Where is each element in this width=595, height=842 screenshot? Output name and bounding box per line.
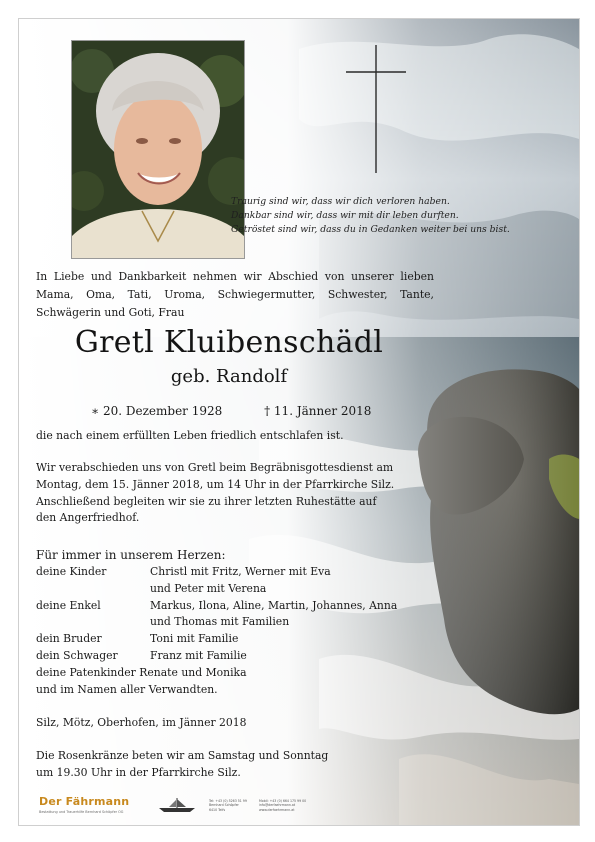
godchildren-line: deine Patenkinder Renate und Monika [36, 665, 247, 679]
service-line: Wir verabschieden uns von Gretl beim Begräbnisgottesdienst am [36, 461, 394, 474]
family-list [36, 564, 456, 698]
family-names: Toni mit Familie [150, 632, 239, 646]
contact-line: Bernhard Schöpfer [209, 803, 239, 808]
relatives-line: und im Namen aller Verwandten. [36, 682, 218, 696]
family-relation [36, 614, 150, 631]
family-names: und Thomas mit Familien [150, 615, 290, 629]
contact-line: Tel: +43 (0) 5263 51 99 [209, 799, 247, 803]
family-relation [36, 581, 150, 598]
place-date: Silz, Mötz, Oberhofen, im Jänner 2018 [36, 716, 247, 729]
heart-heading: Für immer in unserem Herzen: [36, 548, 226, 562]
passing-text: die nach einem erfüllten Leben friedlich entschlafen ist. [36, 429, 344, 442]
family-relation: deine Kinder [36, 565, 107, 578]
contact-line: www.derfaehrmann.at [259, 807, 295, 812]
parte-page [18, 18, 580, 826]
intro-text: In Liebe und Dankbarkeit nehmen wir Abschied von unserer lieben Mama, Oma, Tati, Uroma, Schwiegermutter, Schwester, Tante, Schwägerin und Goti, Frau [36, 270, 434, 319]
family-row [36, 648, 456, 665]
deceased-name: Gretl Kluibenschädl [74, 325, 384, 360]
poem-line: Traurig sind wir, dass wir dich verloren haben. [231, 196, 450, 207]
maiden-name: geb. Randolf [170, 366, 288, 387]
contact-line: 6410 Telfs [209, 807, 226, 812]
family-names: Christl mit Fritz, Werner mit Eva [150, 565, 331, 578]
family-names: Markus, Ilona, Aline, Martin, Johannes, Anna [150, 598, 398, 612]
family-relation: dein Schwager [36, 648, 118, 662]
contact-line: info@derfaehrmann.at [259, 803, 296, 808]
poem [231, 195, 561, 237]
ship-icon [157, 797, 197, 813]
contact-block-right [259, 799, 306, 812]
rosary-text [36, 748, 436, 782]
family-row [36, 598, 456, 615]
cross-icon [346, 45, 406, 173]
poem-line: Dankbar sind wir, dass wir mit dir leben durften. [231, 210, 459, 221]
family-relation: deine Enkel [36, 598, 101, 612]
faehrmann-logo: Der Fährmann [39, 795, 130, 808]
service-line: Montag, dem 15. Jänner 2018, um 14 Uhr in der Pfarrkirche Silz. [36, 477, 395, 491]
rosary-line: Die Rosenkränze beten wir am Samstag und Sonntag [36, 749, 329, 762]
logo-subtitle: Bestattung und Trauerhilfe Bernhard Schöpfer OG [39, 810, 124, 814]
poem-line: Getröstet sind wir, dass du in Gedanken weiter bei uns bist. [231, 224, 510, 235]
family-row [36, 564, 456, 581]
contact-line: Mobil: +43 (0) 664 175 99 00 [259, 799, 307, 803]
rosary-line: um 19.30 Uhr in der Pfarrkirche Silz. [36, 765, 241, 779]
family-row [36, 581, 456, 598]
death-date: † 11. Jänner 2018 [264, 404, 372, 418]
contact-block-left [209, 799, 247, 812]
family-names: Franz mit Familie [150, 648, 247, 662]
portrait-photo [71, 40, 245, 259]
family-names: und Peter mit Verena [150, 581, 267, 595]
family-relation: dein Bruder [36, 632, 102, 646]
footer [31, 791, 571, 821]
family-row [36, 631, 456, 648]
service-line: den Angerfriedhof. [36, 511, 140, 525]
family-row [36, 614, 456, 631]
birth-date: ∗ 20. Dezember 1928 [91, 404, 223, 418]
life-dates [91, 404, 371, 418]
service-text [36, 460, 436, 527]
service-line: Anschließend begleiten wir sie zu ihrer letzten Ruhestätte auf [36, 494, 377, 508]
